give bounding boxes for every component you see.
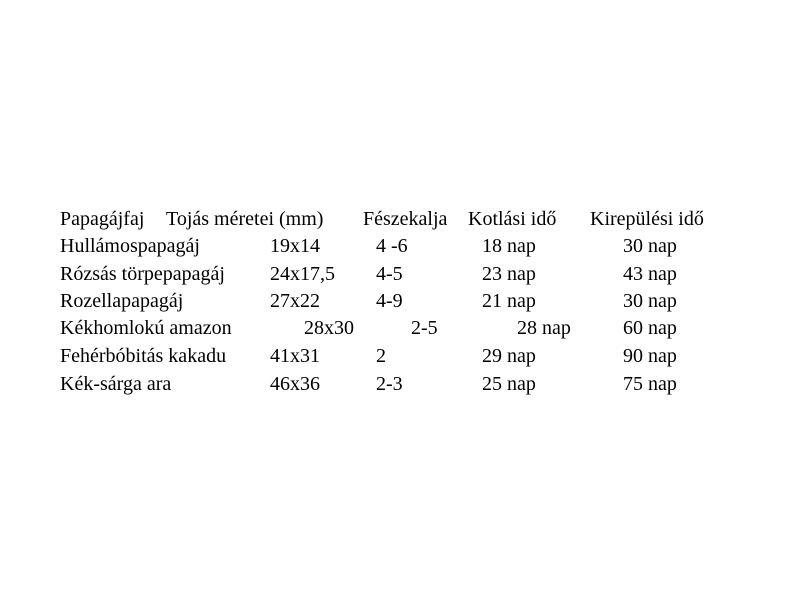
- row-4-fledging: 60 nap: [623, 317, 677, 339]
- row-6-clutch: 2-3: [376, 373, 403, 395]
- header-clutch: Fészekalja: [363, 208, 448, 230]
- row-6-fledging: 75 nap: [623, 373, 677, 395]
- row-2-species: Rózsás törpepapagáj: [60, 263, 225, 285]
- row-3-species: Rozellapapagáj: [60, 290, 184, 312]
- row-4-egg-size: 28x30: [304, 317, 354, 339]
- row-1-clutch: 4 -6: [376, 235, 408, 257]
- row-4-incubation: 28 nap: [517, 317, 571, 339]
- header-species: Papagájfaj: [60, 208, 145, 230]
- row-6-incubation: 25 nap: [482, 373, 536, 395]
- row-6-species: Kék-sárga ara: [60, 373, 172, 395]
- row-3-egg-size: 27x22: [270, 290, 320, 312]
- row-4-clutch: 2-5: [411, 317, 438, 339]
- row-3-incubation: 21 nap: [482, 290, 536, 312]
- row-1-egg-size: 19x14: [270, 235, 320, 257]
- row-5-clutch: 2: [376, 345, 386, 367]
- row-4-species: Kékhomlokú amazon: [60, 317, 232, 339]
- row-5-incubation: 29 nap: [482, 345, 536, 367]
- row-2-incubation: 23 nap: [482, 263, 536, 285]
- row-5-fledging: 90 nap: [623, 345, 677, 367]
- header-incubation: Kotlási idő: [468, 208, 557, 230]
- row-5-egg-size: 41x31: [270, 345, 320, 367]
- row-5-species: Fehérbóbitás kakadu: [60, 345, 227, 367]
- row-3-fledging: 30 nap: [623, 290, 677, 312]
- row-6-egg-size: 46x36: [270, 373, 320, 395]
- row-1-incubation: 18 nap: [482, 235, 536, 257]
- header-fledging: Kirepülési idő: [590, 208, 704, 230]
- row-2-egg-size: 24x17,5: [270, 263, 335, 285]
- row-3-clutch: 4-9: [376, 290, 403, 312]
- row-2-fledging: 43 nap: [623, 263, 677, 285]
- header-egg-size: Tojás méretei (mm): [166, 208, 324, 230]
- row-1-fledging: 30 nap: [623, 235, 677, 257]
- row-2-clutch: 4-5: [376, 263, 403, 285]
- row-1-species: Hullámospapagáj: [60, 235, 200, 257]
